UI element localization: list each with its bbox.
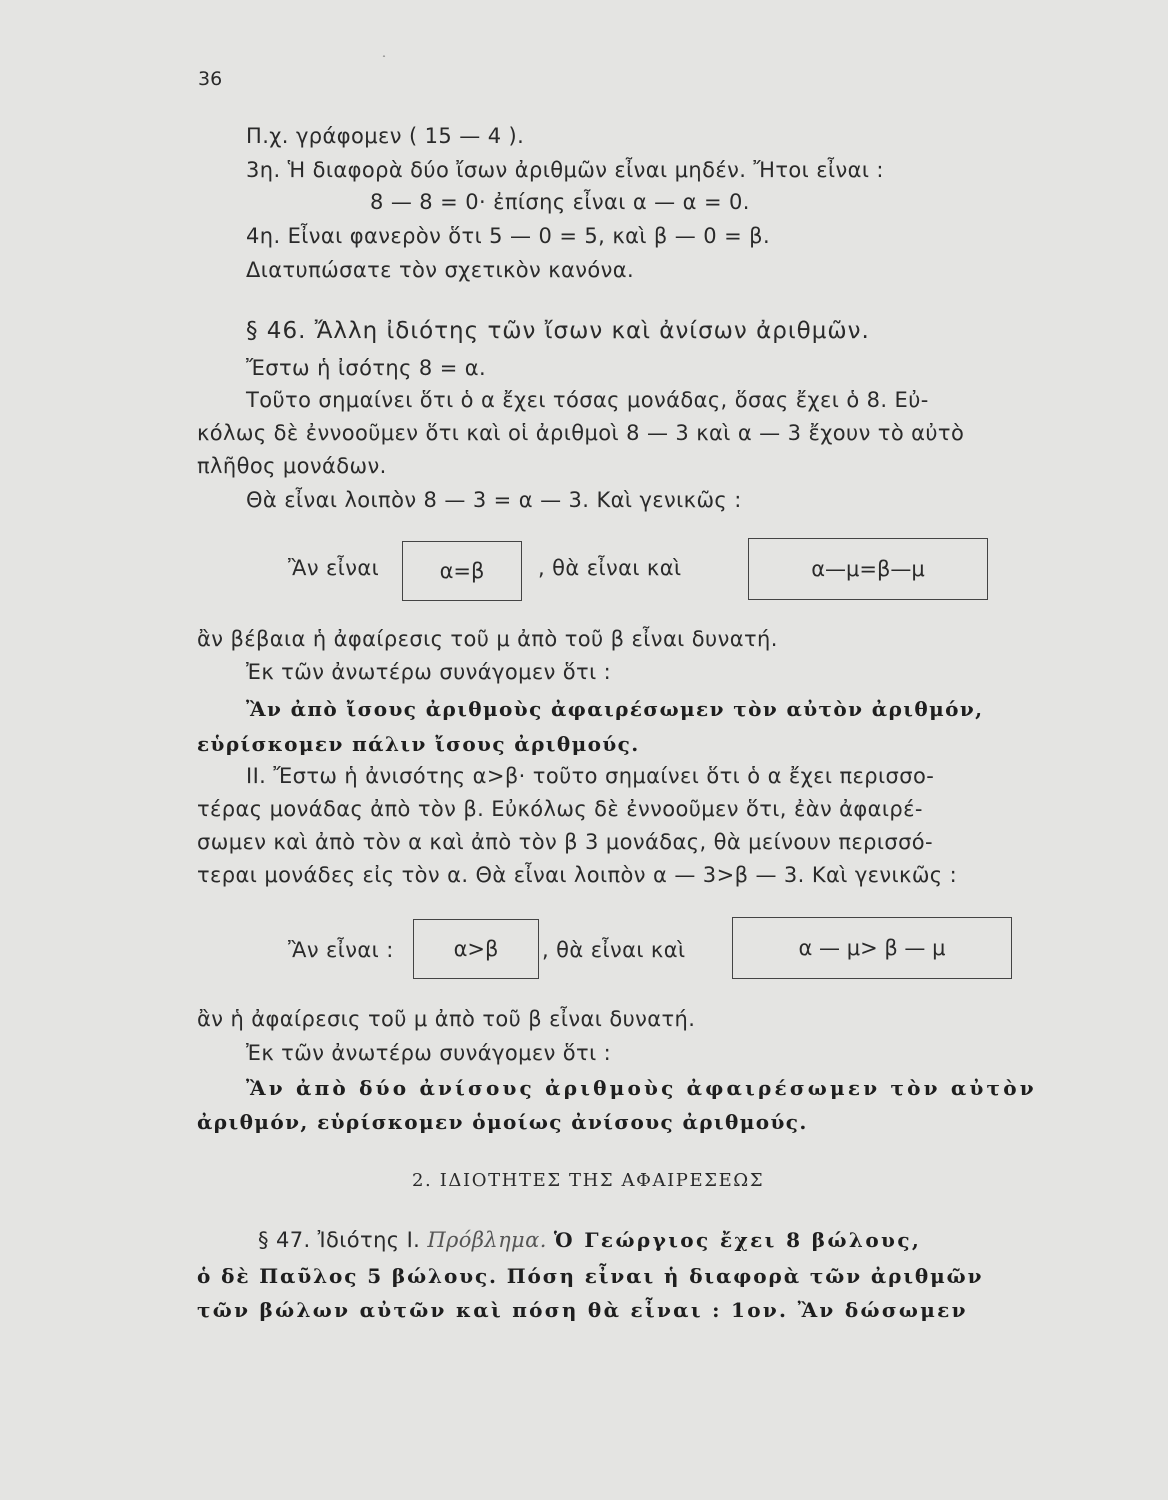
formula-middle: , θὰ εἶναι καὶ <box>542 938 686 962</box>
ink-mark: ˰ <box>382 44 386 58</box>
formula-box-inequality-result <box>732 917 1012 979</box>
paragraph-47-label: § 47. Ἰδιότης Ι. <box>258 1228 421 1252</box>
formula-box-result <box>748 538 988 600</box>
text-line: σωμεν καὶ ἀπὸ τὸν α καὶ ἀπὸ τὸν β 3 μονάδας, θὰ μείνουν περισσό- <box>197 830 934 854</box>
rule-statement: εὑρίσκομεν πάλιν ἴσους ἀριθμούς. <box>197 732 640 756</box>
text-line: Τοῦτο σημαίνει ὅτι ὁ α ἔχει τόσας μονάδας, ὅσας ἔχει ὁ 8. Εὐ- <box>246 388 929 412</box>
text-line: τεραι μονάδες εἰς τὸν α. Θὰ εἶναι λοιπὸν α — 3>β — 3. Καὶ γενικῶς : <box>197 863 958 887</box>
text-line: Π.χ. γράφομεν ( 15 — 4 ). <box>246 124 525 148</box>
formula-inequality-text: α>β <box>453 937 499 961</box>
paragraph-47-start <box>258 1228 921 1252</box>
formula-equality-text: α=β <box>439 559 485 583</box>
paragraph-46-heading: § 46. Ἄλλη ἰδιότης τῶν ἴσων καὶ ἀνίσων ἀριθμῶν. <box>246 318 870 344</box>
formula-inequality-result-text: α — μ> β — μ <box>798 936 946 960</box>
formula-prefix: Ἂν εἶναι : <box>288 938 394 962</box>
text-line: Ἔστω ἡ ἰσότης 8 = α. <box>246 356 487 380</box>
text-line: 8 — 8 = 0· ἐπίσης εἶναι α — α = 0. <box>370 190 750 214</box>
text-line: 4η. Εἶναι φανερὸν ὅτι 5 — 0 = 5, καὶ β — 0 = β. <box>246 224 771 248</box>
text-line: ΙΙ. Ἔστω ἡ ἀνισότης α>β· τοῦτο σημαίνει ὅτι ὁ α ἔχει περισσο- <box>246 764 935 788</box>
text-line: ἂν ἡ ἀφαίρεσις τοῦ μ ἀπὸ τοῦ β εἶναι δυνατή. <box>197 1007 696 1031</box>
problem-text: Ὁ Γεώργιος ἔχει 8 βώλους, <box>553 1228 922 1252</box>
text-line: πλῆθος μονάδων. <box>197 454 387 478</box>
problem-text: τῶν βώλων αὐτῶν καὶ πόση θὰ εἶναι : 1ον. Ἂν δώσωμεν <box>197 1298 968 1322</box>
rule-statement: Ἂν ἀπὸ ἴσους ἀριθμοὺς ἀφαιρέσωμεν τὸν αὐτὸν ἀριθμόν, <box>246 697 984 721</box>
page-number: 36 <box>198 68 223 90</box>
formula-box-equality <box>402 541 522 601</box>
text-line: Ἐκ τῶν ἀνωτέρω συνάγομεν ὅτι : <box>246 660 612 684</box>
formula-box-inequality <box>413 919 539 979</box>
text-line: Θὰ εἶναι λοιπὸν 8 — 3 = α — 3. Καὶ γενικῶς : <box>246 488 742 512</box>
text-line: Διατυπώσατε τὸν σχετικὸν κανόνα. <box>246 258 635 282</box>
rule-statement: Ἂν ἀπὸ δύο ἀνίσους ἀριθμοὺς ἀφαιρέσωμεν τὸν αὐτὸν <box>246 1076 1037 1100</box>
problem-text: ὁ δὲ Παῦλος 5 βώλους. Πόση εἶναι ἡ διαφορὰ τῶν ἀριθμῶν <box>197 1264 984 1288</box>
text-line: Ἐκ τῶν ἀνωτέρω συνάγομεν ὅτι : <box>246 1041 612 1065</box>
problem-label: Πρόβλημα. <box>427 1228 547 1252</box>
formula-result-text: α—μ=β—μ <box>811 557 925 581</box>
text-line: κόλως δὲ ἐννοοῦμεν ὅτι καὶ οἱ ἀριθμοὶ 8 — 3 καὶ α — 3 ἔχουν τὸ αὐτὸ <box>197 421 965 445</box>
formula-middle: , θὰ εἶναι καὶ <box>538 556 682 580</box>
formula-prefix: Ἂν εἶναι <box>288 556 380 580</box>
text-line: ἂν βέβαια ἡ ἀφαίρεσις τοῦ μ ἀπὸ τοῦ β εἶναι δυνατή. <box>197 627 778 651</box>
rule-statement: ἀριθμόν, εὑρίσκομεν ὁμοίως ἀνίσους ἀριθμούς. <box>197 1110 808 1134</box>
text-line: τέρας μονάδας ἀπὸ τὸν β. Εὐκόλως δὲ ἐννοοῦμεν ὅτι, ἐὰν ἀφαιρέ- <box>197 797 923 821</box>
text-line: 3η. Ἡ διαφορὰ δύο ἴσων ἀριθμῶν εἶναι μηδέν. Ἤτοι εἶναι : <box>246 158 884 182</box>
section-title: 2. ΙΔΙΟΤΗΤΕΣ ΤΗΣ ΑΦΑΙΡΕΣΕΩΣ <box>412 1170 765 1191</box>
